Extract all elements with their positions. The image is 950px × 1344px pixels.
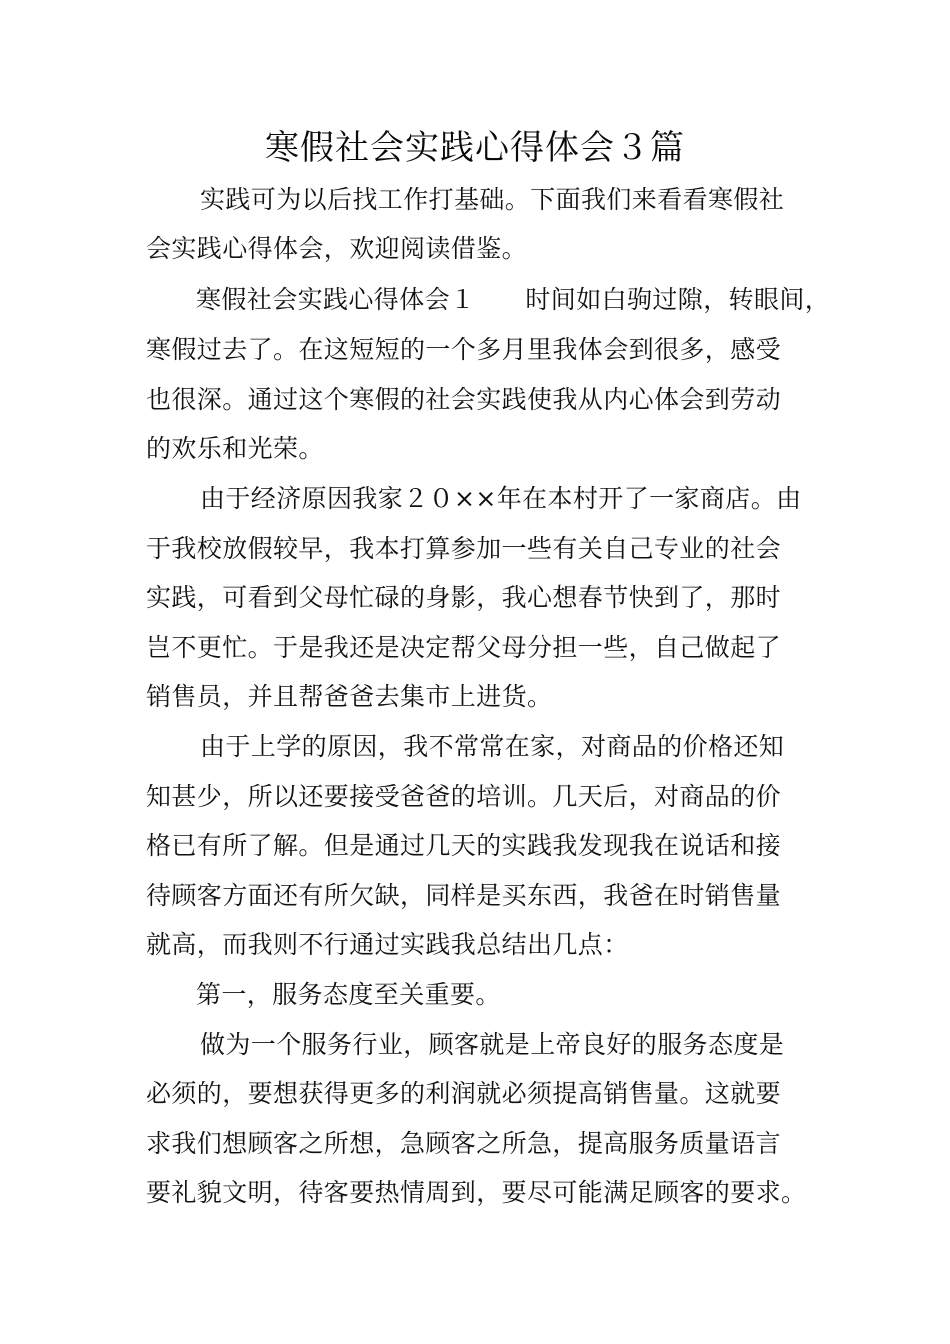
paragraph-line: 的欢乐和光荣。: [146, 434, 324, 463]
paragraph-line: 必须的，要想获得更多的利润就必须提高销售量。这就要: [146, 1079, 782, 1108]
paragraph-line: 由于上学的原因，我不常常在家，对商品的价格还知: [200, 732, 785, 761]
document-title: 寒假社会实践心得体会３篇: [265, 128, 685, 168]
section-heading: 第一，服务态度至关重要。: [196, 980, 501, 1009]
paragraph-line: [196, 282, 830, 318]
paragraph-line: 实践可为以后找工作打基础。下面我们来看看寒假社: [200, 185, 785, 214]
paragraph-line: 由于经济原因我家２０××年在本村开了一家商店。由: [200, 484, 802, 513]
paragraph-line: 寒假过去了。在这短短的一个多月里我体会到很多，感受: [146, 335, 782, 364]
paragraph-line: 销售员，并且帮爸爸去集市上进货。: [146, 682, 553, 711]
paragraph-line: 待顾客方面还有所欠缺，同样是买东西，我爸在时销售量: [146, 881, 782, 910]
paragraph-text: 时间如白驹过隙，转眼间，: [525, 285, 831, 314]
paragraph-line: 会实践心得体会，欢迎阅读借鉴。: [146, 234, 528, 263]
paragraph-line: 实践，可看到父母忙碌的身影，我心想春节快到了，那时: [146, 583, 782, 612]
paragraph-line: 求我们想顾客之所想，急顾客之所急，提高服务质量语言: [146, 1129, 782, 1158]
paragraph-line: 要礼貌文明，待客要热情周到，要尽可能满足顾客的要求。: [146, 1178, 807, 1207]
paragraph-line: 做为一个服务行业，顾客就是上帝良好的服务态度是: [200, 1030, 785, 1059]
paragraph-line: 岂不更忙。于是我还是决定帮父母分担一些，自己做起了: [146, 633, 782, 662]
paragraph-line: 于我校放假较早，我本打算参加一些有关自己专业的社会: [146, 534, 782, 563]
paragraph-line: 也很深。通过这个寒假的社会实践使我从内心体会到劳动: [146, 385, 782, 414]
section-heading: 寒假社会实践心得体会１: [196, 285, 476, 314]
paragraph-line: 就高，而我则不行通过实践我总结出几点：: [146, 930, 629, 959]
paragraph-line: 知甚少，所以还要接受爸爸的培训。几天后，对商品的价: [146, 782, 782, 811]
paragraph-line: 格已有所了解。但是通过几天的实践我发现我在说话和接: [146, 831, 782, 860]
